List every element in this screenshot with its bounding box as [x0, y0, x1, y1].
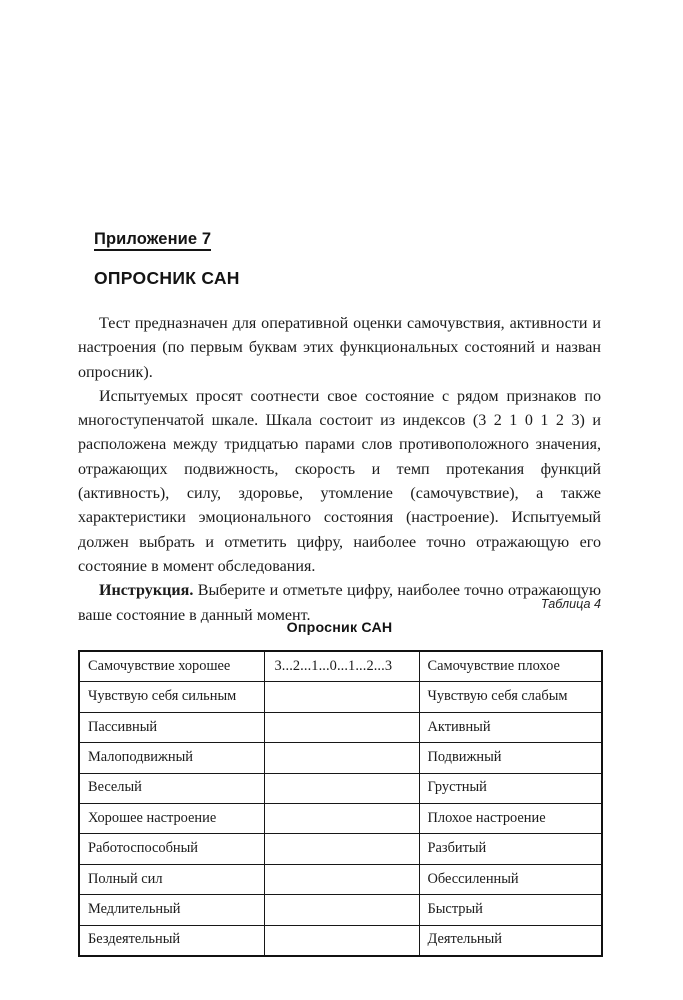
- table-row: [79, 743, 602, 773]
- table-row: [79, 864, 602, 894]
- cell-left-statement: Хорошее настроение: [79, 803, 264, 833]
- cell-rating-scale[interactable]: [264, 682, 419, 712]
- table-body: [79, 651, 602, 956]
- cell-rating-scale[interactable]: [264, 743, 419, 773]
- san-questionnaire-table-wrap: [78, 650, 601, 957]
- cell-rating-scale[interactable]: 3...2...1...0...1...2...3: [264, 651, 419, 682]
- cell-left-statement: Полный сил: [79, 864, 264, 894]
- cell-rating-scale[interactable]: [264, 712, 419, 742]
- cell-rating-scale[interactable]: [264, 864, 419, 894]
- table-row: [79, 895, 602, 925]
- cell-right-statement: Быстрый: [419, 895, 602, 925]
- cell-left-statement: Работоспособный: [79, 834, 264, 864]
- cell-left-statement: Бездеятельный: [79, 925, 264, 956]
- cell-right-statement: Подвижный: [419, 743, 602, 773]
- paragraph-description: Испытуемых просят соотнести свое состояние с рядом признаков по многоступенчатой шкале. Шкала состоит из индексов (3 2 1 0 1 2 3) и расположена между тридцатью парами слов противоположного значения, отражающих подвижность, скорость и темп протекания функций (активность), силу, здоровье, утомление (самочувствие), а также характеристики эмоционального состояния (настроение). Испытуемый должен выбрать и отметить цифру, наиболее точно отражающую его состояние в момент обследования.: [78, 387, 601, 575]
- paragraph-intro: Тест предназначен для оперативной оценки самочувствия, активности и настроения (по первым буквам этих функциональных состояний и назван опросник).: [78, 315, 601, 381]
- cell-rating-scale[interactable]: [264, 803, 419, 833]
- cell-left-statement: Самочувствие хорошее: [79, 651, 264, 682]
- cell-rating-scale[interactable]: [264, 895, 419, 925]
- cell-rating-scale[interactable]: [264, 925, 419, 956]
- cell-rating-scale[interactable]: [264, 773, 419, 803]
- appendix-label: Приложение 7: [94, 230, 211, 251]
- cell-rating-scale[interactable]: [264, 834, 419, 864]
- cell-right-statement: Обессиленный: [419, 864, 602, 894]
- table-number-label: Таблица 4: [540, 597, 601, 611]
- cell-right-statement: Чувствую себя слабым: [419, 682, 602, 712]
- table-row: [79, 773, 602, 803]
- cell-left-statement: Пассивный: [79, 712, 264, 742]
- san-questionnaire-table: [78, 650, 603, 957]
- cell-right-statement: Разбитый: [419, 834, 602, 864]
- cell-right-statement: Активный: [419, 712, 602, 742]
- instruction-text: Выберите и отметьте цифру, наиболее точно отражающую ваше состояние в данный момент.: [78, 582, 601, 624]
- table-row: [79, 712, 602, 742]
- page-title: ОПРОСНИК САН: [94, 267, 240, 288]
- table-row: [79, 834, 602, 864]
- table-row: [79, 651, 602, 682]
- table-row: [79, 803, 602, 833]
- cell-right-statement: Грустный: [419, 773, 602, 803]
- table-row: [79, 682, 602, 712]
- instruction-lead: Инструкция.: [99, 582, 194, 600]
- table-caption: Опросник САН: [286, 620, 393, 636]
- cell-right-statement: Плохое настроение: [419, 803, 602, 833]
- cell-left-statement: Малоподвижный: [79, 743, 264, 773]
- cell-right-statement: Деятельный: [419, 925, 602, 956]
- cell-left-statement: Чувствую себя сильным: [79, 682, 264, 712]
- cell-left-statement: Веселый: [79, 773, 264, 803]
- table-row: [79, 925, 602, 956]
- cell-right-statement: Самочувствие плохое: [419, 651, 602, 682]
- body-text: [78, 312, 601, 628]
- cell-left-statement: Медлительный: [79, 895, 264, 925]
